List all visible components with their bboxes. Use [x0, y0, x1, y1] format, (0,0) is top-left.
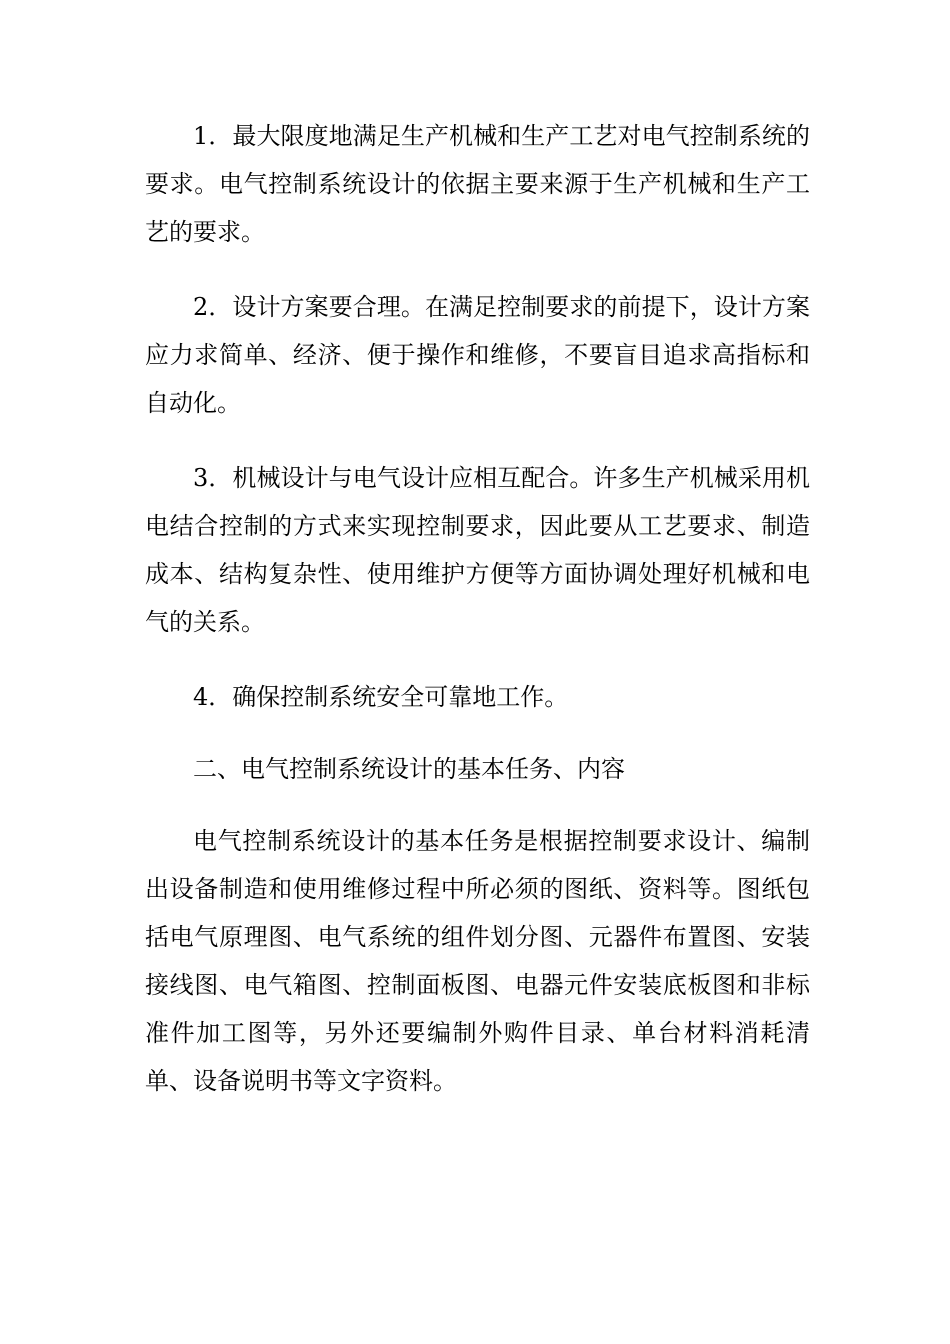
paragraph-requirement-1: 1．最大限度地满足生产机械和生产工艺对电气控制系统的要求。电气控制系统设计的依据主要来源于生产机械和生产工艺的要求。: [145, 122, 810, 246]
section-heading: 二、电气控制系统设计的基本任务、内容: [193, 755, 625, 783]
section-body-paragraph: 电气控制系统设计的基本任务是根据控制要求设计、编制出设备制造和使用维修过程中所必须的图纸、资料等。图纸包括电气原理图、电气系统的组件划分图、元器件布置图、安装接线图、电气箱图、控制面板图、电器元件安装底板图和非标准件加工图等，另外还要编制外购件目录、单台材料消耗清单、设备说明书等文字资料。: [145, 827, 810, 1095]
paragraph-requirement-4: 4．确保控制系统安全可靠地工作。: [193, 683, 569, 711]
document-page: [145, 112, 810, 1132]
paragraph-requirement-2: 2．设计方案要合理。在满足控制要求的前提下，设计方案应力求简单、经济、便于操作和维修，不要盲目追求高指标和自动化。: [145, 293, 810, 417]
paragraph-requirement-3: 3．机械设计与电气设计应相互配合。许多生产机械采用机电结合控制的方式来实现控制要求，因此要从工艺要求、制造成本、结构复杂性、使用维护方便等方面协调处理好机械和电气的关系。: [145, 464, 810, 636]
